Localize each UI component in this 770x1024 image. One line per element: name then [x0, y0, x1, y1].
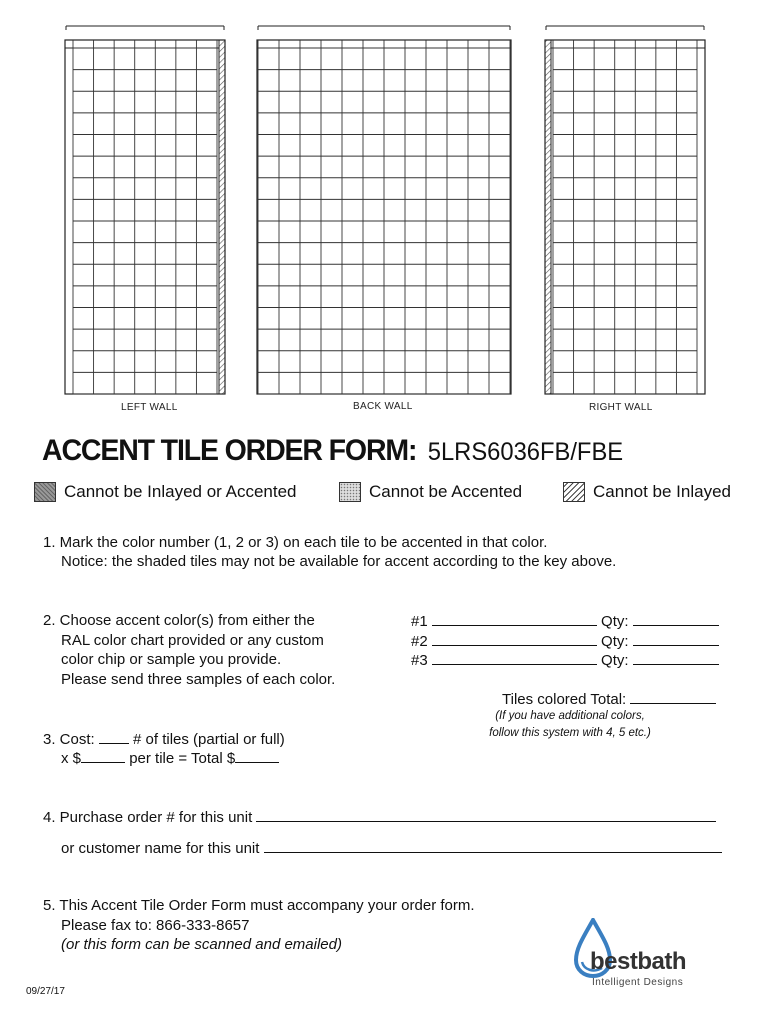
customer-field[interactable] — [264, 838, 722, 853]
color-row-1[interactable] — [411, 611, 719, 632]
form-date: 09/27/17 — [26, 986, 65, 997]
page-title — [42, 434, 623, 468]
customer-label: or customer name for this unit — [61, 840, 260, 857]
tiles-total-field[interactable] — [630, 689, 716, 704]
po-field[interactable] — [256, 807, 716, 822]
customer-row[interactable] — [61, 838, 722, 859]
tile-count-label: # of tiles (partial or full) — [133, 731, 285, 748]
color-3-label: #3 — [411, 652, 428, 669]
color-1-label: #1 — [411, 613, 428, 630]
step1-line2: Notice: the shaded tiles may not be available for accent according to the key above. — [61, 553, 617, 570]
step2-line1: 2. Choose accent color(s) from either the — [43, 612, 315, 629]
price-per-tile-field[interactable] — [81, 748, 125, 763]
dotted-swatch-icon — [339, 482, 361, 502]
logo-tagline: Intelligent Designs — [592, 977, 684, 988]
logo-bath: bath — [637, 948, 687, 975]
bestbath-logo — [570, 918, 730, 990]
po-label: 4. Purchase order # for this unit — [43, 809, 253, 826]
note-line2: follow this system with 4, 5 etc.) — [489, 727, 651, 739]
color-2-label: #2 — [411, 633, 428, 650]
tile-count-field[interactable] — [99, 729, 129, 744]
back-wall-grid[interactable] — [256, 20, 512, 396]
po-row[interactable] — [43, 807, 716, 828]
qty-3-label: Qty: — [601, 652, 629, 669]
color-row-2[interactable] — [411, 631, 719, 652]
color-row-3[interactable] — [411, 650, 719, 671]
left-wall-grid[interactable] — [64, 20, 226, 396]
legend-dotted-label: Cannot be Accented — [369, 482, 523, 501]
qty-3-field[interactable] — [633, 650, 719, 665]
logo-best: best — [590, 948, 638, 975]
step3-line2[interactable] — [61, 748, 279, 769]
price-prefix: x $ — [61, 750, 82, 767]
tiles-total-row[interactable] — [502, 689, 716, 710]
total-label: per tile = Total $ — [129, 750, 236, 767]
additional-colors-note — [470, 708, 670, 742]
right-wall-grid[interactable] — [544, 20, 706, 396]
step5-line2: Please fax to: 866-333-8657 — [61, 917, 250, 934]
legend-hatched-label: Cannot be Inlayed — [593, 482, 731, 501]
qty-1-field[interactable] — [633, 611, 719, 626]
qty-2-field[interactable] — [633, 631, 719, 646]
step3-line1[interactable] — [43, 729, 285, 750]
back-wall-label: BACK WALL — [353, 401, 413, 412]
left-wall-label: LEFT WALL — [121, 402, 178, 413]
legend-dotted — [339, 482, 522, 502]
color-3-field[interactable] — [432, 650, 597, 665]
legend-dark-label: Cannot be Inlayed or Accented — [64, 482, 297, 501]
dark-swatch-icon — [34, 482, 56, 502]
step2-line4: Please send three samples of each color. — [61, 671, 336, 688]
total-cost-field[interactable] — [235, 748, 279, 763]
model-number: 5LRS6036FB/FBE — [427, 438, 624, 466]
qty-1-label: Qty: — [601, 613, 629, 630]
step2-line3: color chip or sample you provide. — [61, 651, 282, 668]
logo-wordmark — [590, 948, 686, 976]
legend-dark — [34, 482, 297, 502]
hatched-swatch-icon — [563, 482, 585, 502]
step1-line1: 1. Mark the color number (1, 2 or 3) on each tile to be accented in that color. — [43, 534, 548, 551]
note-line1: (If you have additional colors, — [495, 710, 645, 722]
legend-hatched — [563, 482, 731, 502]
right-wall-label: RIGHT WALL — [589, 402, 653, 413]
form-title: ACCENT TILE ORDER FORM: — [42, 434, 417, 467]
color-2-field[interactable] — [432, 631, 597, 646]
step5-line3: (or this form can be scanned and emailed) — [61, 936, 342, 953]
qty-2-label: Qty: — [601, 633, 629, 650]
step5-line1: 5. This Accent Tile Order Form must accompany your order form. — [43, 897, 475, 914]
tiles-total-label: Tiles colored Total: — [502, 691, 627, 708]
color-1-field[interactable] — [432, 611, 597, 626]
cost-label: 3. Cost: — [43, 731, 95, 748]
step2-line2: RAL color chart provided or any custom — [61, 632, 324, 649]
